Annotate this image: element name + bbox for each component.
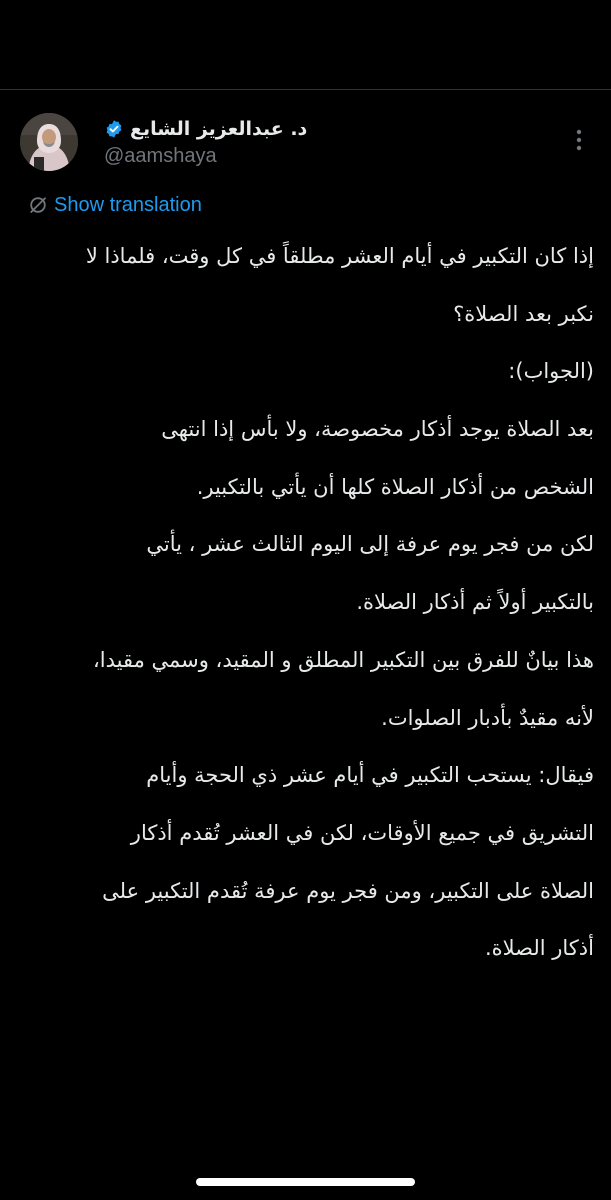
tweet-line: الصلاة على التكبير، ومن فجر يوم عرفة تُقدم التكبير على — [102, 878, 594, 903]
author-info[interactable] — [104, 115, 424, 168]
tweet-line: لكن من فجر يوم عرفة إلى اليوم الثالث عشر ، يأتي — [146, 532, 594, 557]
more-options-button[interactable] — [567, 125, 591, 155]
translate-icon — [28, 195, 48, 215]
tweet-text — [18, 228, 594, 978]
name-row — [104, 115, 424, 143]
more-vertical-icon — [576, 129, 582, 151]
tweet-line: نكبر بعد الصلاة؟ — [453, 301, 594, 326]
tweet-header — [20, 113, 591, 173]
tweet-line: الشخص من أذكار الصلاة كلها أن يأتي بالتكبير. — [196, 474, 594, 499]
tweet-line: بالتكبير أولاً ثم أذكار الصلاة. — [356, 590, 594, 615]
show-translation-label[interactable]: Show translation — [54, 193, 202, 216]
tweet-line: إذا كان التكبير في أيام العشر مطلقاً في كل وقت، فلماذا لا — [85, 244, 594, 268]
avatar[interactable] — [20, 113, 78, 171]
avatar-image — [20, 113, 78, 171]
verified-badge-icon — [104, 119, 124, 139]
author-handle[interactable]: @aamshaya — [104, 145, 217, 167]
tweet-line: هذا بيانٌ للفرق بين التكبير المطلق و المقيد، وسمي مقيدا، — [92, 647, 594, 672]
tweet-line: أذكار الصلاة. — [484, 936, 594, 961]
tweet-line: (الجواب): — [508, 359, 594, 384]
author-display-name[interactable]: د. عبدالعزيز الشايع — [130, 118, 308, 140]
tweet-line: لأنه مقيدٌ بأدبار الصلوات. — [381, 705, 594, 730]
home-indicator[interactable] — [196, 1178, 415, 1186]
tweet-line: فيقال: يستحب التكبير في أيام عشر ذي الحجة وأيام — [146, 763, 594, 788]
top-divider — [0, 89, 611, 90]
tweet-line: التشريق في جميع الأوقات، لكن في العشر تُقدم أذكار — [130, 820, 594, 845]
tweet-line: بعد الصلاة يوجد أذكار مخصوصة، ولا بأس إذا انتهى — [161, 417, 594, 442]
show-translation-link[interactable] — [28, 190, 202, 220]
